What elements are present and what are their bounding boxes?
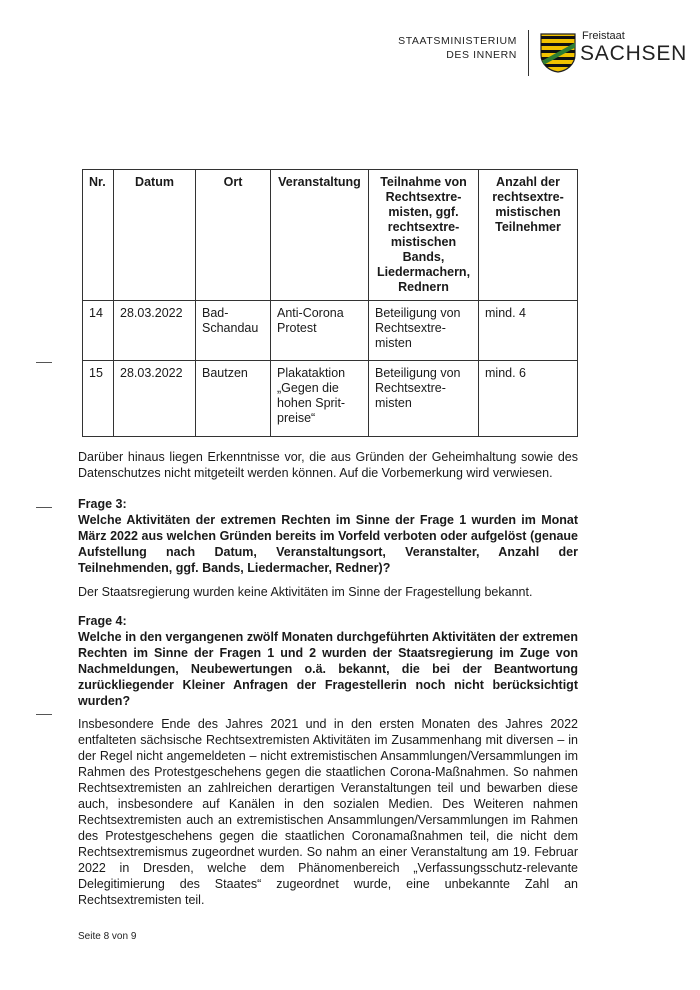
frage-3-label: Frage 3: (78, 497, 127, 511)
col-header-anzahl: Anzahl der rechtsextre- mistischen Teilnehmer (479, 170, 578, 301)
cell-ort: Bad- Schandau (196, 301, 271, 361)
col-header-veranstaltung: Veranstaltung (271, 170, 369, 301)
cell-nr: 15 (83, 361, 114, 437)
ministry-line-2: DES INNERN (446, 49, 517, 61)
intro-paragraph: Darüber hinaus liegen Erkenntnisse vor, die aus Gründen der Geheimhaltung sowie des Datenschutzes nicht mitgeteilt werden können. Auf die Vorbemerkung wird verwiesen. (78, 450, 578, 480)
cell-datum: 28.03.2022 (114, 361, 196, 437)
col-header-teilnahme: Teilnahme von Rechtsextre- misten, ggf. rechtsextre- mistischen Bands, Liedermachern, Rednern (369, 170, 479, 301)
cell-veranstaltung: Anti-Corona Protest (271, 301, 369, 361)
table-row (83, 361, 578, 437)
col-header-ort: Ort (196, 170, 271, 301)
saxony-crest-icon (540, 33, 576, 73)
freistaat-label: Freistaat (582, 30, 625, 42)
margin-mark (36, 507, 52, 508)
table-header-row (83, 170, 578, 301)
answer-3-paragraph: Der Staatsregierung wurden keine Aktivitäten im Sinne der Fragestellung bekannt. (78, 585, 533, 599)
header-divider (528, 30, 529, 76)
margin-mark (36, 714, 52, 715)
sachsen-label: SACHSEN (580, 42, 688, 65)
cell-veranstaltung: Plakataktion „Gegen die hohen Sprit- preise“ (271, 361, 369, 437)
col-header-datum: Datum (114, 170, 196, 301)
frage-4-question: Welche in den vergangenen zwölf Monaten durchgeführten Aktivitäten der extremen Rechten im Sinne der Fragen 1 und 2 wurden der Staatsregierung im Zuge von Nachmeldungen, Neubewertungen o.ä. bekannt, die bei der Beantwortung zurückliegender Kleiner Anfragen der Fragestellerin noch nicht berücksichtigt wurden? (78, 630, 578, 708)
cell-teilnahme: Beteiligung von Rechtsextre- misten (369, 361, 479, 437)
events-table (82, 169, 578, 437)
ministry-name (398, 34, 517, 62)
margin-mark (36, 362, 52, 363)
cell-datum: 28.03.2022 (114, 301, 196, 361)
answer-4-paragraph: Insbesondere Ende des Jahres 2021 und in den ersten Monaten des Jahres 2022 entfalteten sächsische Rechtsextremisten Aktivitäten im Zusammenhang mit diversen – in der Regel nicht angemeldeten – nicht extremistischen Ansammlungen/Versammlungen im Rahmen des Protestgeschehens gegen die staatlichen Corona-Maßnahmen. So nahmen Rechtsextremisten an zahlreichen derartigen Veranstaltungen teil und bewarben diese auch, insbesondere auf Kanälen in den sozialen Medien. Des Weiteren nahmen Rechtsextremisten auch an extremistischen Ansammlungen/Versammlungen im Rahmen des Protestgeschehens gegen die staatlichen Coronamaßnahmen teil, die nicht dem Rechtsextremismus zugeordnet wurden. So nahm an einer Veranstaltung am 19. Februar 2022 in Dresden, welche dem Phänomenbereich „Verfassungsschutz-relevante Delegitimierung des Staates“ zugeordnet wurde, eine unbekannte Zahl an Rechtsextremisten teil. (78, 717, 578, 907)
cell-teilnahme: Beteiligung von Rechtsextre- misten (369, 301, 479, 361)
col-header-nr: Nr. (83, 170, 114, 301)
frage-3-question: Welche Aktivitäten der extremen Rechten im Sinne der Frage 1 wurden im Monat März 2022 aus welchen Gründen bereits im Vorfeld verboten oder aufgelöst (genaue Aufstellung nach Datum, Veranstaltungsort, Veranstalter, Anzahl der Teilnehmenden, ggf. Bands, Liedermacher, Redner)? (78, 513, 578, 575)
ministry-line-1: STAATSMINISTERIUM (398, 35, 517, 47)
table-row (83, 301, 578, 361)
cell-anzahl: mind. 4 (479, 301, 578, 361)
cell-nr: 14 (83, 301, 114, 361)
frage-4-label: Frage 4: (78, 614, 127, 628)
page-number: Seite 8 von 9 (78, 931, 137, 942)
cell-ort: Bautzen (196, 361, 271, 437)
cell-anzahl: mind. 6 (479, 361, 578, 437)
